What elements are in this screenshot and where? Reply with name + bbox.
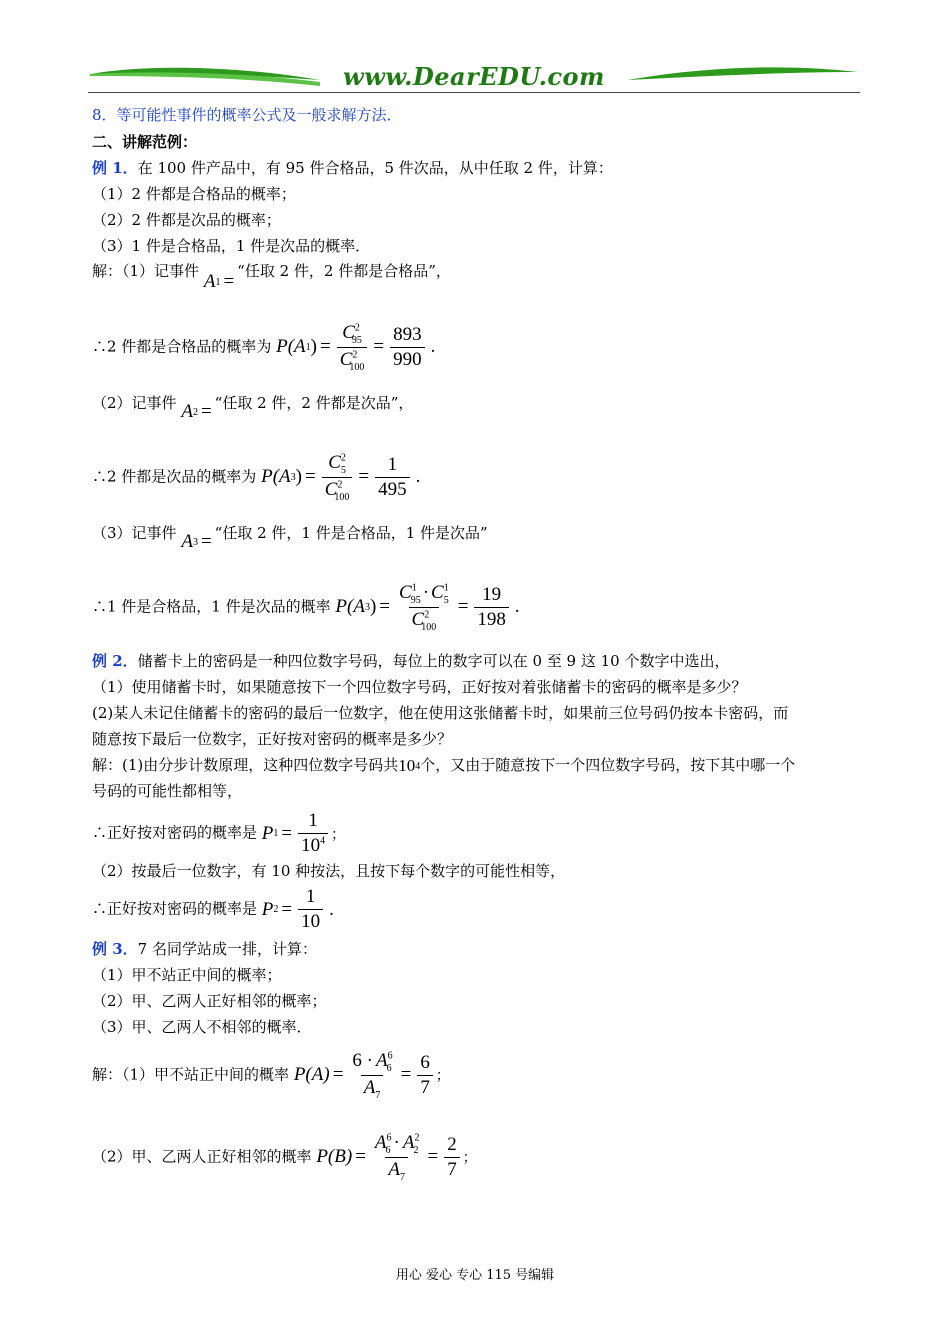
solution-3-result-2: （2）甲、乙两人正好相邻的概率 P(B) = $\frac{A^6_6 \cdot A^2_2}{A_7}$ = $\frac{2}{7}$ ； <box>92 1132 477 1183</box>
probability-formula-1: P(A 1 ) = $\frac{C^2_{95}}{C^2_{100}}$ = $\frac{893}{990}$ . <box>276 322 436 373</box>
event-a2-formula: A 2 = <box>181 401 212 422</box>
solution-1-result-2: ∴2 件都是次品的概率为 P(A 3 ) = $\frac{C^2_5}{C^2_{100}}$ = $\frac{1}{495}$ . <box>92 452 421 503</box>
example-1-question-1: （1）2 件都是合格品的概率； <box>92 185 296 203</box>
event-a3-formula: A 3 = <box>181 531 212 552</box>
section-heading: 二、讲解范例： <box>92 133 198 151</box>
probability-p2-formula: P 2 = $\frac{1}{10}$ . <box>261 886 334 932</box>
example-1-question-3: （3）1 件是合格品，1 件是次品的概率． <box>92 237 371 255</box>
solution-2-result-2: ∴正好按对密码的概率是 P 2 = $\frac{1}{10}$ . <box>92 886 334 932</box>
probability-formula-3: P(A 3 ) = $\frac{C^1_{95} \cdot C^1_5}{C^2_{100}}$ = $\frac{19}{198}$ . <box>335 582 520 633</box>
example-3-statement: 例 3．7 名同学站成一排，计算： <box>92 940 317 958</box>
site-header-banner <box>88 60 860 94</box>
solution-3-result-1: 解：（1）甲不站正中间的概率 P(A) = $\frac{6 \cdot A^6_6}{A_7}$ = $\frac{6}{7}$ ； <box>92 1050 450 1101</box>
example-2-question-2a: (2)某人未记住储蓄卡的密码的最后一位数字，他在使用这张储蓄卡时，如果前三位号码仍按本卡密码，而 <box>92 704 789 722</box>
solution-2-line-3: （2）按最后一位数字，有 10 种按法，且按下每个数字的可能性相等， <box>92 862 566 880</box>
example-2-question-1: （1）使用储蓄卡时，如果随意按下一个四位数字号码，正好按对着张储蓄卡的密码的概率是多少？ <box>92 678 747 696</box>
solution-2-result-1: ∴正好按对密码的概率是 P 1 = $\frac{1}{10^4}$ ； <box>92 810 346 856</box>
example-2-statement: 例 2．储蓄卡上的密码是一种四位数字号码，每位上的数字可以在 0 至 9 这 10 个数字中选出， <box>92 652 730 670</box>
topic-heading: 8．等可能性事件的概率公式及一般求解方法． <box>92 106 402 124</box>
header-rule <box>88 92 860 93</box>
example-1-statement: 例 1．在 100 件产品中，有 95 件合格品，5 件次品，从中任取 2 件，计算： <box>92 159 613 177</box>
example-label: 例 3． <box>92 940 138 958</box>
probability-formula-2: P(A 3 ) = $\frac{C^2_5}{C^2_{100}}$ = $\frac{1}{495}$ . <box>261 452 421 503</box>
solution-1-result-3: ∴1 件是合格品，1 件是次品的概率 P(A 3 ) = $\frac{C^1_{95} \cdot C^1_5}{C^2_{100}}$ = $\frac{19}{198}$ . <box>92 582 520 633</box>
example-label: 例 2． <box>92 652 138 670</box>
example-1-question-2: （2）2 件都是次品的概率； <box>92 211 281 229</box>
example-3-question-2: （2）甲、乙两人正好相邻的概率； <box>92 992 327 1010</box>
solution-2-line-1: 解：(1)由分步计数原理，这种四位数字号码共 10 4 个，又由于随意按下一个四位数字号码，按下其中哪一个 <box>92 756 796 775</box>
site-logo: www.DearEDU.com <box>343 62 605 91</box>
example-3-question-1: （1）甲不站正中间的概率； <box>92 966 282 984</box>
page-footer: 用心 爱心 专心 115 号编辑 <box>395 1268 555 1283</box>
event-a1-formula: A 1 = <box>203 271 235 292</box>
power-10-4: 10 4 <box>398 756 421 775</box>
probability-p1-formula: P 1 = $\frac{1}{10^4}$ ； <box>261 810 346 856</box>
solution-1-event-2: （2）记事件 A 2 = “任取 2 件，2 件都是次品”， <box>92 394 414 422</box>
probability-pb-formula: P(B) = $\frac{A^6_6 \cdot A^2_2}{A_7}$ = $\frac{2}{7}$ ； <box>316 1132 477 1183</box>
example-3-question-3: （3）甲、乙两人不相邻的概率． <box>92 1018 312 1036</box>
solution-1-event-3: （3）记事件 A 3 = “任取 2 件，1 件是合格品，1 件是次品” <box>92 524 488 552</box>
solution-2-line-2: 号码的可能性都相等， <box>92 782 243 800</box>
probability-pa-formula: P(A) = $\frac{6 \cdot A^6_6}{A_7}$ = $\frac{6}{7}$ ； <box>293 1050 450 1101</box>
example-label: 例 1． <box>92 159 138 177</box>
solution-1-event-1: 解：（1）记事件 A 1 = “任取 2 件，2 件都是合格品”， <box>92 262 451 292</box>
solution-1-result-1: ∴2 件都是合格品的概率为 P(A 1 ) = $\frac{C^2_{95}}{C^2_{100}}$ = $\frac{893}{990}$ . <box>92 322 436 373</box>
example-2-question-2b: 随意按下最后一位数字，正好按对密码的概率是多少？ <box>92 730 453 748</box>
